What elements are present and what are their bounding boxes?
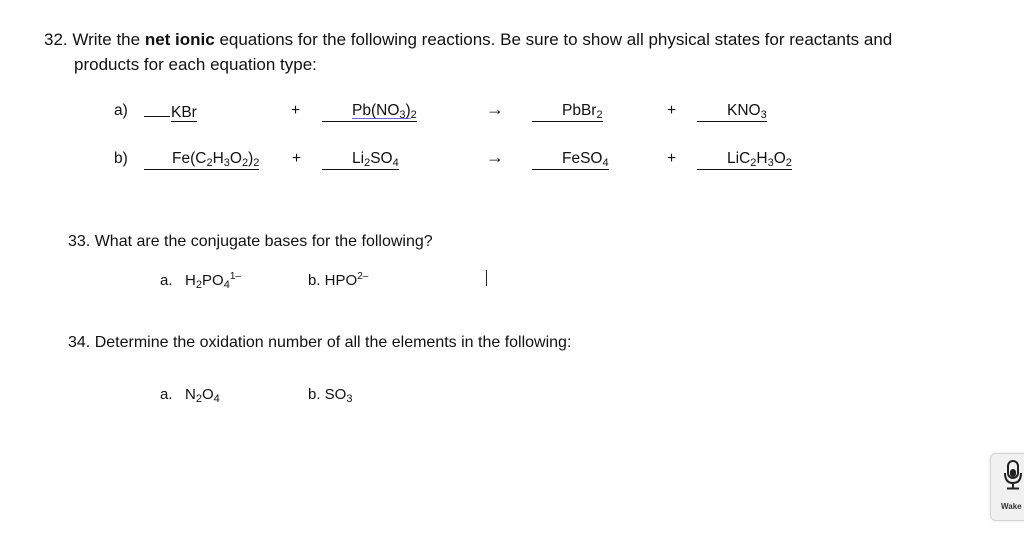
text-cursor[interactable]	[486, 270, 487, 286]
q34b: b. $SO_3$	[308, 386, 353, 405]
q32a-product1: PbBr2	[532, 101, 603, 122]
q32a-product2: KNO3	[697, 101, 767, 122]
q33a: a. $H_2PO_4^{1-}$	[160, 271, 241, 291]
q32a-plus2: +	[667, 102, 677, 119]
q33-heading: 33. What are the conjugate bases for the following?	[68, 233, 433, 250]
spellcheck-underline: Pb(NO3)	[352, 102, 411, 121]
q34a: a. $N_2O_4$	[160, 386, 220, 405]
answer-blank	[144, 101, 170, 117]
microphone-icon	[1002, 460, 1024, 495]
q32a-reactant2: Pb(NO3)2	[322, 101, 417, 122]
q33a-label: a.	[160, 272, 173, 289]
q32b-reactant2: Li2SO4	[322, 149, 399, 170]
q32b-plus2: +	[667, 150, 677, 167]
q32b-plus1: +	[292, 150, 302, 167]
q32-text-before: Write the	[72, 30, 145, 49]
q32a-label: a)	[114, 102, 128, 119]
q32-number: 32.	[44, 30, 68, 49]
wake-label: Wake	[1001, 502, 1022, 511]
q32a-plus1: +	[291, 102, 301, 119]
q32-heading	[44, 28, 892, 52]
q34a-label: a.	[160, 386, 173, 403]
q32b-arrow: →	[486, 147, 504, 167]
q32b-product1: FeSO4	[532, 149, 609, 170]
q34-heading: 34. Determine the oxidation number of all the elements in the following:	[68, 334, 572, 351]
q32-text-after: equations for the following reactions. Be sure to show all physical states for reactants and	[214, 30, 893, 49]
wake-voice-widget[interactable]	[990, 453, 1024, 521]
q32-text-bold: net ionic	[144, 30, 215, 49]
q33b: b. $HPO^{2-}$	[308, 271, 369, 289]
q32b-reactant1: Fe(C2H3O2)2	[144, 149, 259, 170]
q32b-product2: LiC2H3O2	[697, 149, 792, 170]
q32-heading-line2: products for each equation type:	[74, 55, 317, 74]
q32a-arrow: →	[486, 99, 504, 119]
q32b-label: b)	[114, 150, 128, 167]
q32a-reactant1: KBr	[144, 101, 197, 123]
